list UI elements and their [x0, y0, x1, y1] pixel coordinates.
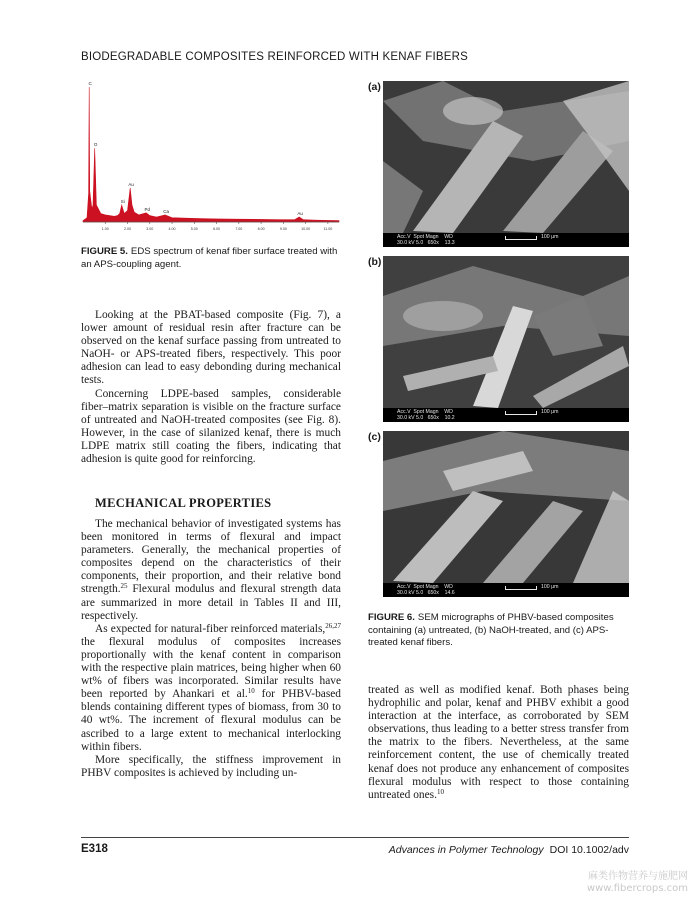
sem-databar — [383, 408, 629, 422]
scale-label: 100 μm — [541, 409, 559, 415]
sem-micrograph-a — [383, 81, 629, 247]
left-column-top — [81, 309, 341, 466]
panel-label-a: (a) — [368, 81, 381, 93]
journal-footer — [389, 844, 629, 856]
journal-name: Advances in Polymer Technology — [388, 844, 544, 856]
sem-params: Acc.V Spot Magn WD 30.0 kV 5.0 650x 13.3 — [397, 234, 455, 247]
panel-label-c: (c) — [368, 431, 381, 443]
scale-label: 100 μm — [541, 584, 559, 590]
paragraph-mechanical-intro — [81, 518, 341, 623]
peak-label: Pd — [144, 206, 150, 212]
x-tick-label: 7.00 — [235, 227, 243, 231]
paragraph-continued — [368, 684, 629, 802]
text-span: the flexural modulus of composites increases proportionally with the kenaf content in comparison with the respective plain matrices, being higher when 60 wt% of fibers was incorporated. Similar results have been reported by Ahankari et al. — [81, 635, 341, 701]
scale-bar — [505, 411, 537, 415]
text-span: The mechanical behavior of investigated systems has been monitored in terms of flexural and impact parameters. Generally, the mechanical properties of composites depend on the characteristics of their components, their proportion, and their relative bond strength. — [81, 518, 341, 596]
eds-spectrum-chart — [81, 76, 343, 236]
figure5-caption — [81, 246, 343, 271]
citation: 10 — [436, 787, 444, 796]
x-tick-label: 10.00 — [301, 227, 311, 231]
x-tick-label: 5.00 — [190, 227, 198, 231]
paragraph-flexural-modulus — [81, 623, 341, 754]
sem-params: Acc.V Spot Magn WD 30.0 kV 5.0 650x 10.2 — [397, 409, 455, 422]
watermark — [568, 871, 688, 895]
sem-params: Acc.V Spot Magn WD 30.0 kV 5.0 650x 14.6 — [397, 584, 455, 597]
text-span: for PHBV-based blends containing different types of biomass, from 30 to 40 wt%. The increment of flexural modulus can be ascribed to a large extent to mechanical interlocking within fibers. — [81, 688, 341, 753]
watermark-line1: 麻类作物营养与施肥网 — [588, 871, 688, 882]
scale-bar — [505, 236, 537, 240]
watermark-line2: www.fibercrops.com — [586, 883, 688, 894]
paragraph-stiffness: More specifically, the stiffness improvement in PHBV composites is achieved by including un- — [81, 753, 341, 779]
x-tick-label: 6.00 — [213, 227, 221, 231]
text-span: treated as well as modified kenaf. Both phases being hydrophilic and polar, kenaf and PHBV exhibit a good interaction at the interface, as corroborated by SEM observations, thus leading to a better stress transfer from the matrix to the fibers. Nevertheless, at the same reinforcement content, the use of chemically treated kenaf does not produce any enhancement of composites flexural modulus with respect to those containing untreated ones. — [368, 684, 629, 801]
x-tick-label: 8.00 — [257, 227, 265, 231]
paragraph-ldpe: Concerning LDPE-based samples, considerable fiber–matrix separation is visible on the fracture surface of untreated and NaOH-treated composites (see Fig. 8). However, in the case of silanized kenaf, there is much LDPE matrix still coating the fibers, indicating that adhesion is quite good for reinforcing. — [81, 387, 341, 466]
scale-label: 100 μm — [541, 234, 559, 240]
peak-label: O — [93, 142, 98, 148]
figure6-caption — [368, 612, 630, 650]
x-tick-label: 3.00 — [146, 227, 154, 231]
sem-micrograph-b — [383, 256, 629, 422]
sem-texture — [383, 81, 629, 247]
figure6-label: FIGURE 6. — [368, 612, 415, 623]
doi: DOI 10.1002/adv — [549, 844, 629, 856]
peak-label: Au — [128, 181, 134, 187]
figure5-label: FIGURE 5. — [81, 246, 128, 257]
citation: 25 — [120, 582, 128, 591]
x-tick-label: 11.00 — [323, 227, 333, 231]
footer-rule — [81, 837, 629, 838]
sem-texture — [383, 431, 629, 597]
scale-bar — [505, 586, 537, 590]
sem-texture — [383, 256, 629, 422]
x-tick-label: 9.00 — [279, 227, 287, 231]
sem-micrograph-c — [383, 431, 629, 597]
peak-label: Ca — [163, 208, 170, 214]
section-heading-mechanical: MECHANICAL PROPERTIES — [95, 496, 272, 510]
left-column-mechanical — [81, 518, 341, 780]
x-tick-label: 2.00 — [124, 227, 132, 231]
citation: 26,27 — [325, 621, 341, 630]
peak-label: C — [88, 81, 92, 87]
figure5-caption-text: EDS spectrum of kenaf fiber surface treated with an APS-coupling agent. — [81, 246, 338, 270]
running-head: BIODEGRADABLE COMPOSITES REINFORCED WITH KENAF FIBERS — [81, 51, 468, 63]
x-tick-label: 4.00 — [168, 227, 176, 231]
page-number: E318 — [81, 843, 108, 855]
peak-label: Si — [120, 198, 125, 204]
sem-databar — [383, 583, 629, 597]
right-column-text — [368, 684, 629, 802]
paragraph-pbat: Looking at the PBAT-based composite (Fig. 7), a lower amount of residual resin after fracture can be observed on the kenaf surface passing from untreated to NaOH- or APS-treated fibers, respectively. This poor adhesion can lead to easy debonding during mechanical tests. — [81, 309, 341, 387]
text-span: As expected for natural-fiber reinforced materials, — [95, 622, 326, 635]
peak-label: Au — [297, 211, 303, 217]
citation: 10 — [247, 687, 255, 696]
x-tick-label: 1.00 — [101, 227, 109, 231]
figure6-caption-text: SEM micrographs of PHBV-based composites containing (a) untreated, (b) NaOH-treated, and (c) APS-treated kenaf fibers. — [368, 612, 614, 648]
sem-databar — [383, 233, 629, 247]
panel-label-b: (b) — [368, 256, 382, 268]
text-span: Flexural modulus and flexural strength data are summarized in more detail in Tables II and III, respectively. — [81, 583, 341, 622]
